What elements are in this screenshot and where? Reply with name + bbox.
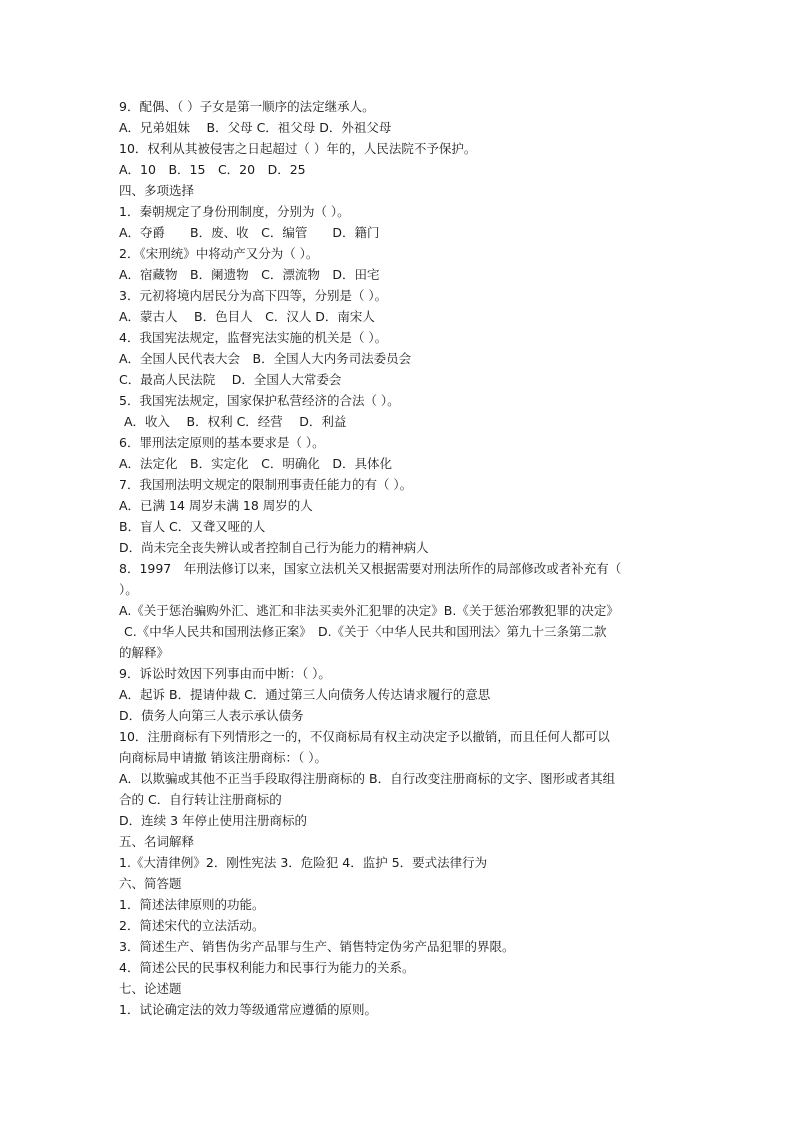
text-line: ）。 bbox=[119, 582, 138, 597]
text-line: 合的 C．自行转让注册商标的 bbox=[119, 792, 282, 807]
text-line: 1．简述法律原则的功能。 bbox=[119, 897, 265, 912]
text-line: 1．秦朝规定了身份刑制度，分别为（ ）。 bbox=[119, 204, 350, 219]
section-heading: 六、简答题 bbox=[119, 876, 182, 891]
text-line: D．尚未完全丧失辨认或者控制自己行为能力的精神病人 bbox=[119, 540, 429, 555]
text-line: 10．注册商标有下列情形之一的，不仅商标局有权主动决定予以撤销，而且任何人都可以 bbox=[119, 729, 610, 744]
text-line: 10．权利从其被侵害之日起超过（ ）年的，人民法院不予保护。 bbox=[119, 141, 477, 156]
text-line: A．以欺骗或其他不正当手段取得注册商标的 B．自行改变注册商标的文字、图形或者其组 bbox=[119, 771, 616, 786]
section-heading: 四、多项选择 bbox=[119, 183, 195, 198]
text-line: 4．简述公民的民事权利能力和民事行为能力的关系。 bbox=[119, 960, 415, 975]
text-line: 的解释》 bbox=[119, 645, 170, 660]
text-line: 4．我国宪法规定，监督宪法实施的机关是（ ）。 bbox=[119, 330, 388, 345]
text-line: 1．试论确定法的效力等级通常应遵循的原则。 bbox=[119, 1002, 377, 1017]
text-line: A．蒙古人 B．色目人 C．汉人 D．南宋人 bbox=[119, 309, 375, 324]
text-line: 9．诉讼时效因下列事由而中断：（ ）。 bbox=[119, 666, 331, 681]
text-line: A．夺爵 B．废、收 C．编管 D．籍门 bbox=[119, 225, 380, 240]
text-line: D．连续 3 年停止使用注册商标的 bbox=[119, 813, 308, 828]
text-line: 3．元初将境内居民分为高下四等，分别是（ ）。 bbox=[119, 288, 388, 303]
text-line: A．起诉 B．提请仲裁 C．通过第三人向债务人传达请求履行的意思 bbox=[119, 687, 491, 702]
section-heading: 五、名词解释 bbox=[119, 834, 195, 849]
text-line: 3．简述生产、销售伪劣产品罪与生产、销售特定伪劣产品犯罪的界限。 bbox=[119, 939, 515, 954]
text-line: D．债务人向第三人表示承认债务 bbox=[119, 708, 304, 723]
text-line: C.《中华人民共和国刑法修正案》 D.《关于〈中华人民共和国刑法〉第九十三条第二款 bbox=[124, 624, 607, 639]
text-line: A．兄弟姐妹 B．父母 C．祖父母 D．外祖父母 bbox=[119, 120, 392, 135]
text-line: A．收入 B．权利 C．经营 D．利益 bbox=[124, 414, 347, 429]
section-heading: 七、论述题 bbox=[119, 981, 182, 996]
document-body bbox=[119, 96, 689, 1020]
text-line: 向商标局申请撤 销该注册商标：（ ）。 bbox=[119, 750, 327, 765]
text-line: B．盲人 C．又聋又哑的人 bbox=[119, 519, 266, 534]
text-line: 6．罪刑法定原则的基本要求是（ ）。 bbox=[119, 435, 325, 450]
text-line: 7．我国刑法明文规定的限制刑事责任能力的有（ ）。 bbox=[119, 477, 413, 492]
text-line: A.《关于惩治骗购外汇、逃汇和非法买卖外汇犯罪的决定》B.《关于惩治邪教犯罪的决定》 bbox=[119, 603, 619, 618]
text-line: 2．《宋刑统》中将动产又分为（ ）。 bbox=[119, 246, 319, 261]
text-line: 8．1997 年刑法修订以来，国家立法机关又根据需要对刑法所作的局部修改或者补充有（ bbox=[119, 561, 622, 576]
text-line: C．最高人民法院 D．全国人大常委会 bbox=[119, 372, 342, 387]
text-line: 5．我国宪法规定，国家保护私营经济的合法（ ）。 bbox=[119, 393, 400, 408]
text-line: A．10 B．15 C．20 D．25 bbox=[119, 162, 306, 177]
text-line: A．已满 14 周岁未满 18 周岁的人 bbox=[119, 498, 313, 513]
text-line: A．全国人民代表大会 B．全国人大内务司法委员会 bbox=[119, 351, 412, 366]
text-line: 1.《大清律例》2．刚性宪法 3．危险犯 4．监护 5．要式法律行为 bbox=[119, 855, 488, 870]
text-line: A．宿藏物 B．阑遗物 C．漂流物 D．田宅 bbox=[119, 267, 380, 282]
text-line: 2．简述宋代的立法活动。 bbox=[119, 918, 265, 933]
text-line: A．法定化 B．实定化 C．明确化 D．具体化 bbox=[119, 456, 392, 471]
text-line: 9．配偶、（ ）子女是第一顺序的法定继承人。 bbox=[119, 99, 375, 114]
